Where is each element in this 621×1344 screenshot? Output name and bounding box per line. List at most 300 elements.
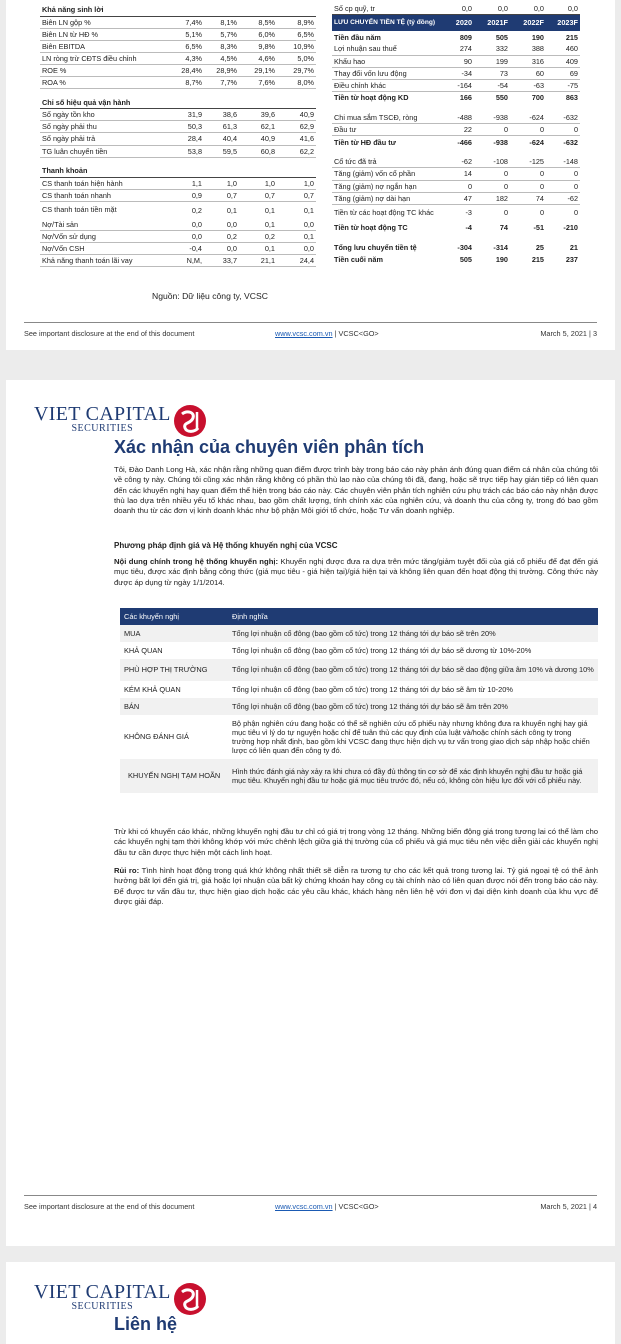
row-value (204, 157, 239, 165)
row-value: -148 (546, 156, 580, 168)
table-row (40, 52, 316, 64)
row-value: 0 (546, 124, 580, 136)
row-value: 190 (531, 32, 544, 42)
row-value: 28,4 (164, 133, 204, 145)
row-value: -632 (546, 112, 580, 124)
table-row (40, 177, 316, 189)
table-row (332, 204, 580, 221)
row-label: Lợi nhuận sau thuế (332, 43, 442, 55)
recommendation-definition: Bộ phận nghiên cứu đang hoặc có thể sẽ nghiên cứu cổ phiếu này nhưng không đưa ra khuyến nghị hay giá mục tiêu vì lý do tự nguyện hoặc chỉ để tuân thủ các quy định của luật và/hoặc chính sách công ty trong trường hợp nhất định, bao gồm khi VCSC đang thực hiện dịch vụ tư vấn trong giao dịch sáp nhập hoặc chiến lược có liên quan đến công ty đó. (232, 718, 590, 756)
row-value: 0,9 (164, 189, 204, 201)
row-value: -938 (493, 137, 508, 147)
recommendation-table (120, 608, 598, 793)
row-value: 40,4 (204, 133, 239, 145)
row-value: 62,2 (277, 145, 316, 157)
row-label: Khả năng sinh lời (40, 4, 164, 16)
row-value: -304 (457, 242, 472, 252)
row-value: 1,0 (239, 177, 277, 189)
footer-date-page: March 5, 2021 | 4 (540, 1202, 597, 1211)
row-value: 700 (531, 93, 544, 103)
row-value (277, 165, 316, 177)
row-value: 8,7% (164, 77, 204, 89)
row-value: 0 (442, 180, 474, 192)
row-label: Biên EBITDA (40, 40, 164, 52)
row-value: 8,0% (277, 77, 316, 89)
row-value: -108 (474, 156, 510, 168)
row-value: 0 (474, 168, 510, 180)
row-label: Tăng (giảm) vốn cổ phần (332, 168, 442, 180)
row-value: 2020 (442, 14, 474, 31)
table-row (332, 192, 580, 204)
row-value: -51 (533, 222, 544, 232)
row-label: Số ngày phải trả (40, 133, 164, 145)
table-row (40, 157, 316, 165)
row-value: 237 (565, 254, 578, 264)
row-value: 0,0 (164, 218, 204, 230)
table-row (332, 156, 580, 168)
row-value: 5,7% (204, 28, 239, 40)
page-3-tail (6, 0, 615, 350)
row-value: N,M, (164, 255, 204, 267)
table-row (40, 145, 316, 157)
recommendation-definition: Tổng lợi nhuận cổ đông (bao gồm cổ tức) trong 12 tháng tới dự báo sẽ âm trên 20% (228, 698, 598, 715)
row-label: Biên LN từ HĐ % (40, 28, 164, 40)
row-value: 0,1 (277, 231, 316, 243)
table-row (40, 28, 316, 40)
row-label: Chỉ số hiệu quả vận hành (40, 97, 164, 109)
row-value: -54 (474, 79, 510, 91)
row-value: 166 (459, 93, 472, 103)
row-value: -314 (493, 242, 508, 252)
row-value: 14 (442, 168, 474, 180)
row-value (546, 104, 580, 112)
table-row (332, 91, 580, 103)
row-value: 1,0 (204, 177, 239, 189)
row-value (442, 233, 474, 241)
row-value: 74 (499, 222, 508, 232)
logo-emblem-icon (173, 1282, 207, 1316)
recommendation-row (120, 659, 598, 681)
row-value: 0,0 (510, 4, 546, 14)
row-label: Biên LN gộp % (40, 16, 164, 28)
row-value: -3 (465, 208, 472, 218)
table-row (40, 40, 316, 52)
row-value: 460 (546, 43, 580, 55)
row-value (474, 104, 510, 112)
row-value: 0,0 (204, 243, 239, 255)
row-value: 8,1% (204, 16, 239, 28)
row-value: 0,0 (546, 4, 580, 14)
row-value: 31,9 (164, 109, 204, 121)
row-value: 0,1 (303, 205, 314, 215)
disclosure-note: See important disclosure at the end of this document (24, 329, 195, 338)
row-value: -624 (529, 137, 544, 147)
row-value: 505 (495, 32, 508, 42)
row-label: Tiền đầu năm (334, 32, 381, 42)
row-value (164, 97, 204, 109)
table-row (332, 136, 580, 148)
table-row (332, 112, 580, 124)
row-value: 332 (474, 43, 510, 55)
row-label: Thay đổi vốn lưu động (332, 67, 442, 79)
row-value: 0,1 (226, 205, 237, 215)
row-value: 0,1 (239, 218, 277, 230)
row-label: Khả năng thanh toán lãi vay (40, 255, 164, 267)
row-value: 215 (565, 32, 578, 42)
table-row (332, 79, 580, 91)
recommendation-row (120, 642, 598, 659)
row-label: Tiền từ HĐ đầu tư (334, 137, 396, 147)
row-value: 0 (573, 208, 578, 218)
row-label: CS thanh toán hiện hành (40, 177, 164, 189)
recommendation-name: KÉM KHẢ QUAN (124, 684, 181, 694)
page-footer (24, 322, 597, 338)
method-heading: Phương pháp định giá và Hệ thống khuyến nghị của VCSC (114, 541, 338, 550)
row-value: 0 (546, 180, 580, 192)
recommendation-name: PHÙ HỢP THỊ TRƯỜNG (120, 659, 228, 681)
row-value: 0,1 (239, 243, 277, 255)
row-label: ROA % (40, 77, 164, 89)
recommendation-name: KHẢ QUAN (124, 645, 163, 655)
row-value: 53,8 (164, 145, 204, 157)
row-value: 0,7 (277, 189, 316, 201)
table-row (40, 109, 316, 121)
row-value: -466 (457, 137, 472, 147)
row-value: 2022F (510, 14, 546, 31)
recommendation-name: KHUYẾN NGHỊ TẠM HOÃN (120, 759, 228, 793)
row-value: 8,9% (277, 16, 316, 28)
row-value: 0 (510, 124, 546, 136)
row-value: 38,6 (204, 109, 239, 121)
row-label: CS thanh toán tiền mặt (42, 205, 117, 215)
row-value (204, 4, 239, 16)
footer-date-page: March 5, 2021 | 3 (540, 329, 597, 338)
row-value: 0 (539, 208, 544, 218)
row-value: 0 (503, 208, 508, 218)
row-value: 0,0 (164, 231, 204, 243)
row-value: 7,7% (204, 77, 239, 89)
row-label (332, 104, 442, 112)
ratios-table (40, 4, 316, 267)
row-value: 21,1 (239, 255, 277, 267)
row-value (510, 233, 546, 241)
row-value: 0,1 (264, 205, 275, 215)
row-value: -938 (474, 112, 510, 124)
row-value: 4,5% (204, 52, 239, 64)
row-value: 863 (565, 93, 578, 103)
row-value: 6,0% (239, 28, 277, 40)
row-label: LN ròng trừ CĐTS điều chỉnh (40, 52, 164, 64)
row-value: -125 (510, 156, 546, 168)
table-row (40, 201, 316, 218)
row-label: Tiền từ hoạt động TC (334, 222, 408, 232)
company-logo: VIET CAPITAL SECURITIES (34, 1282, 207, 1316)
row-value: 0 (546, 168, 580, 180)
row-label: Nợ/Vốn CSH (40, 243, 164, 255)
table-row (332, 148, 580, 156)
row-label: ROE % (40, 64, 164, 76)
row-value (164, 157, 204, 165)
row-value (204, 165, 239, 177)
row-label: Số ngày phải thu (40, 121, 164, 133)
row-value: 8,3% (204, 40, 239, 52)
row-value (239, 89, 277, 97)
table-row (332, 168, 580, 180)
recommendation-row (120, 698, 598, 715)
method-paragraph: Nội dung chính trong hệ thống khuyến nghị: Khuyến nghị được đưa ra dựa trên mức tăng/giảm tuyệt đối của giá cổ phiếu để đạt đến giá mục tiêu, được xác định bằng công thức (giá mục tiêu - giá hiện tại)/giá hiện tại và không liên quan đến hoạt động thị trường. Công thức này được áp dụng từ ngày 1/1/2014. (114, 557, 598, 587)
table-section-row (40, 165, 316, 177)
row-label: Nợ/Vốn sử dụng (40, 231, 164, 243)
row-value: 39,6 (239, 109, 277, 121)
table-row (40, 16, 316, 28)
row-label: Cổ tức đã trả (332, 156, 442, 168)
row-value: -75 (546, 79, 580, 91)
table-row (332, 221, 580, 233)
table-row (332, 233, 580, 241)
row-value: 809 (459, 32, 472, 42)
row-value: 59,5 (204, 145, 239, 157)
row-value: 29,1% (239, 64, 277, 76)
row-label: Thanh khoản (40, 165, 164, 177)
row-label: CS thanh toán nhanh (40, 189, 164, 201)
row-value (277, 4, 316, 16)
row-value (474, 148, 510, 156)
row-value (546, 148, 580, 156)
row-label: Tiền từ các hoạt động TC khác (334, 208, 434, 218)
row-value (164, 165, 204, 177)
recommendation-name: BÁN (120, 698, 228, 715)
row-label (40, 89, 164, 97)
row-value: 90 (442, 55, 474, 67)
row-value: 2021F (474, 14, 510, 31)
row-label (40, 157, 164, 165)
row-label: Khấu hao (332, 55, 442, 67)
recommendation-row (120, 681, 598, 698)
row-value (239, 97, 277, 109)
row-value: 505 (459, 254, 472, 264)
row-label (332, 233, 442, 241)
footer-center: www.vcsc.com.vn | VCSC<GO> (275, 1202, 379, 1211)
row-value: 8,5% (239, 16, 277, 28)
row-value: 190 (495, 254, 508, 264)
row-value (510, 104, 546, 112)
row-value: 28,9% (204, 64, 239, 76)
row-value: 21 (569, 242, 578, 252)
row-value: 41,6 (277, 133, 316, 145)
row-value: 4,6% (239, 52, 277, 64)
row-value: 47 (442, 192, 474, 204)
row-value (164, 4, 204, 16)
row-value: 4,3% (164, 52, 204, 64)
row-label: Điều chỉnh khác (332, 79, 442, 91)
row-label: Nợ/Tài sản (40, 218, 164, 230)
table-row (40, 218, 316, 230)
row-value: 73 (474, 67, 510, 79)
row-value: -34 (442, 67, 474, 79)
table-row (332, 104, 580, 112)
row-value: 199 (474, 55, 510, 67)
table-row (332, 253, 580, 265)
table-row (332, 43, 580, 55)
recommendation-row (120, 759, 598, 793)
company-logo: VIET CAPITAL SECURITIES (34, 404, 207, 438)
table-row (40, 89, 316, 97)
row-value: 0 (510, 168, 546, 180)
row-label: Đầu tư (332, 124, 442, 136)
row-value: 316 (510, 55, 546, 67)
source-note: Nguồn: Dữ liệu công ty, VCSC (152, 291, 268, 301)
table-row (332, 55, 580, 67)
row-value: 550 (495, 93, 508, 103)
row-value: 40,9 (277, 109, 316, 121)
website-link[interactable]: www.vcsc.com.vn (275, 329, 333, 338)
row-label (332, 148, 442, 156)
row-value: -62 (442, 156, 474, 168)
recommendation-header: Các khuyến nghị Định nghĩa (120, 608, 598, 625)
row-value: 1,0 (277, 177, 316, 189)
table-row (332, 4, 580, 14)
row-value (239, 4, 277, 16)
row-value (442, 104, 474, 112)
row-value: 388 (510, 43, 546, 55)
row-value: 0,0 (277, 243, 316, 255)
row-label: Tiền từ hoạt động KD (334, 93, 409, 103)
recommendation-name: MUA (120, 625, 228, 642)
row-label: Số cp quỹ, tr (332, 4, 442, 14)
row-value: -210 (563, 222, 578, 232)
page-title: Liên hệ (114, 1314, 178, 1334)
table-row (40, 133, 316, 145)
row-value: 6,5% (277, 28, 316, 40)
table-row (332, 124, 580, 136)
row-value: 28,4% (164, 64, 204, 76)
row-value: 40,9 (239, 133, 277, 145)
row-value: -624 (510, 112, 546, 124)
row-value: 24,4 (277, 255, 316, 267)
table-header-row (332, 14, 580, 31)
row-value: 0 (510, 180, 546, 192)
table-row (40, 243, 316, 255)
row-value: 50,3 (164, 121, 204, 133)
row-value: 60 (510, 67, 546, 79)
page-5-head (6, 1262, 615, 1344)
row-value: 33,7 (204, 255, 239, 267)
recommendation-definition: Tổng lợi nhuận cổ đông (bao gồm cổ tức) trong 12 tháng tới dự báo sẽ trên 20% (228, 625, 598, 642)
recommendation-name: KHÔNG ĐÁNH GIÁ (124, 732, 189, 742)
row-value: 0,0 (474, 4, 510, 14)
table-row (40, 64, 316, 76)
row-value: 0 (474, 124, 510, 136)
row-value: 5,1% (164, 28, 204, 40)
row-value: -63 (510, 79, 546, 91)
row-value (277, 157, 316, 165)
row-value: 274 (442, 43, 474, 55)
row-value: 0,2 (191, 205, 202, 215)
row-value: 0,0 (204, 218, 239, 230)
row-value: 0,0 (442, 4, 474, 14)
row-value: 9,8% (239, 40, 277, 52)
row-value: 10,9% (277, 40, 316, 52)
row-value: 409 (546, 55, 580, 67)
table-row (332, 31, 580, 43)
footer-center: www.vcsc.com.vn | VCSC<GO> (275, 329, 379, 338)
table-row (40, 121, 316, 133)
row-value: 5,0% (277, 52, 316, 64)
recommendation-row (120, 715, 598, 759)
row-value (277, 97, 316, 109)
table-row (332, 67, 580, 79)
row-value: 62,1 (239, 121, 277, 133)
row-value: 182 (474, 192, 510, 204)
row-value: 60,8 (239, 145, 277, 157)
row-value: 25 (535, 242, 544, 252)
recommendation-definition: Tổng lợi nhuận cổ đông (bao gồm cổ tức) trong 12 tháng tới dự báo sẽ âm từ 10-20% (232, 684, 513, 694)
page-title: Xác nhận của chuyên viên phân tích (114, 437, 425, 457)
row-value: 6,5% (164, 40, 204, 52)
website-link[interactable]: www.vcsc.com.vn (275, 1202, 333, 1211)
table-row (332, 241, 580, 253)
table-row (40, 77, 316, 89)
row-value: 0,7 (204, 189, 239, 201)
row-label: Tăng (giảm) nợ ngắn hạn (332, 180, 442, 192)
row-value: 0,2 (239, 231, 277, 243)
row-value (442, 148, 474, 156)
recommendation-definition: Tổng lợi nhuận cổ đông (bao gồm cổ tức) trong 12 tháng tới dự báo sẽ dương từ 10%-20% (232, 645, 532, 655)
row-value: 7,4% (164, 16, 204, 28)
row-value: 0,0 (277, 218, 316, 230)
row-label: Chi mua sắm TSCĐ, ròng (332, 112, 442, 124)
row-label: Tăng (giảm) nợ dài hạn (332, 192, 442, 204)
recommendation-row (120, 625, 598, 642)
row-value: -62 (546, 192, 580, 204)
row-value: 1,1 (164, 177, 204, 189)
row-value (239, 165, 277, 177)
row-value (474, 233, 510, 241)
row-value: -4 (465, 222, 472, 232)
row-value (204, 97, 239, 109)
row-value: 61,3 (204, 121, 239, 133)
row-value: 0,2 (204, 231, 239, 243)
row-label: Số ngày tồn kho (40, 109, 164, 121)
row-label: Tiền cuối năm (334, 254, 383, 264)
row-value (510, 148, 546, 156)
row-value: 0 (474, 180, 510, 192)
page-footer (24, 1195, 597, 1211)
table-section-row (40, 4, 316, 16)
row-value: 22 (442, 124, 474, 136)
row-value (239, 157, 277, 165)
row-value: 69 (546, 67, 580, 79)
row-label: TG luân chuyển tiền (40, 145, 164, 157)
row-value: 62,9 (277, 121, 316, 133)
row-value: 2023F (546, 14, 580, 31)
table-row (40, 255, 316, 267)
recommendation-definition: Hình thức đánh giá này xảy ra khi chưa có đầy đủ thông tin cơ sở để xác định khuyến nghị đầu tư hoặc giá mục tiêu. Khuyến nghị đầu tư hoặc giá mục tiêu trước đó, nếu có, không còn hiệu lực đối với cổ phiếu này. (228, 759, 598, 793)
row-value: -0,4 (164, 243, 204, 255)
risk-paragraph: Rủi ro: Tình hình hoạt động trong quá khứ không nhất thiết sẽ diễn ra tương tự cho các kết quả trong tương lai. Tỷ giá ngoại tệ có thể ảnh hưởng bất lợi đến giá trị, giá hoặc lợi nhuận của bất kỳ chứng khoán hay công cụ tài chính nào có liên quan được nói đến trong báo cáo này. Để được tư vấn đầu tư, thực hiện giao dịch hoặc các yêu cầu khác, khách hàng nên liên hệ với đơn vị đại diện kinh doanh của khu vực để được giải đáp. (114, 866, 598, 906)
table-row (40, 231, 316, 243)
validity-paragraph: Trừ khi có khuyến cáo khác, những khuyến nghị đầu tư chỉ có giá trị trong vòng 12 tháng. Những biến động giá trong tương lai có thể làm cho các khuyến nghị tạm thời không khớp với mức chênh lệch giữa giá thị trường của cổ phiếu và giá mục tiêu nên việc diễn giải các khuyến nghị đầu tư cần được thực hiện một cách linh hoạt. (114, 827, 598, 857)
row-value: -164 (442, 79, 474, 91)
recommendation-definition: Tổng lợi nhuận cổ đông (bao gồm cổ tức) trong 12 tháng tới dự báo sẽ dao động giữa âm 10% và dương 10% (228, 659, 598, 681)
table-section-row (40, 97, 316, 109)
row-value (546, 233, 580, 241)
row-value: 7,6% (239, 77, 277, 89)
row-value (277, 89, 316, 97)
row-value: 0,7 (239, 189, 277, 201)
page-4 (6, 380, 615, 1246)
row-value: -488 (442, 112, 474, 124)
